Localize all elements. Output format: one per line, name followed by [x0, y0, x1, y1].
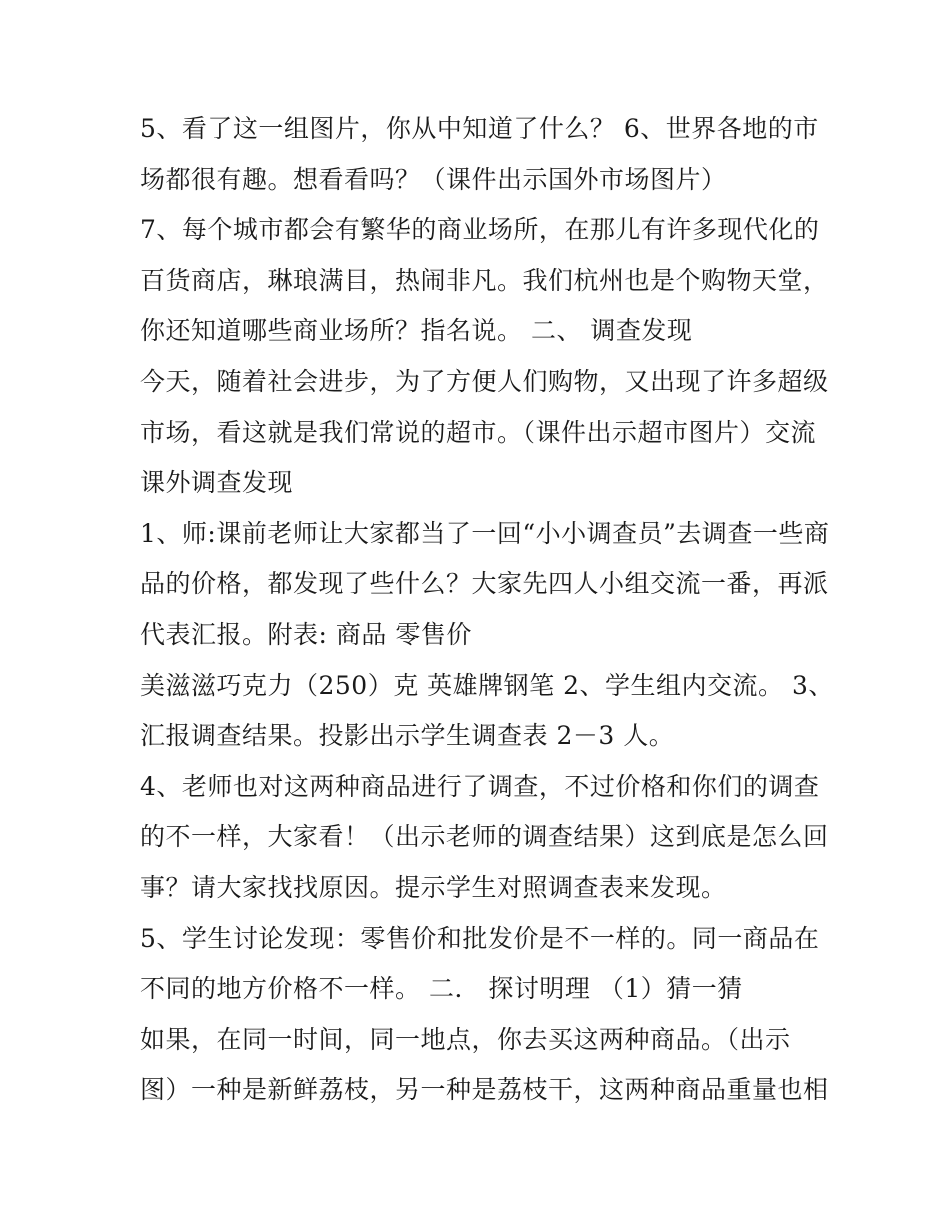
text-line: 4、老师也对这两种商品进行了调查，不过价格和你们的调查 — [140, 772, 820, 801]
text-line: 7、每个城市都会有繁华的商业场所，在那儿有许多现代化的 — [140, 215, 820, 244]
text-line: 不同的地方价格不一样。 二． 探讨明理 （1）猜一猜 — [140, 974, 743, 1003]
text-line: 你还知道哪些商业场所？指名说。 二、 调查发现 — [140, 316, 693, 345]
text-line: 1、师:课前老师让大家都当了一回“小小调查员”去调查一些商 — [140, 519, 830, 548]
text-line: 场都很有趣。想看看吗？（课件出示国外市场图片） — [140, 165, 727, 194]
text-line: 如果，在同一时间，同一地点，你去买这两种商品。（出示 — [140, 1025, 791, 1054]
text-line: 事？请大家找找原因。提示学生对照调查表来发现。 — [140, 873, 727, 902]
text-line: 市场，看这就是我们常说的超市。（课件出示超市图片）交流 — [140, 418, 817, 447]
text-line: 百货商店，琳琅满目，热闹非凡。我们杭州也是个购物天堂， — [140, 266, 829, 295]
text-line: 5、看了这一组图片，你从中知道了什么？ 6、世界各地的市 — [140, 114, 819, 143]
text-line: 课外调查发现 — [140, 468, 294, 497]
text-line: 汇报调查结果。投影出示学生调查表 2－3 人。 — [140, 721, 675, 750]
text-line: 的不一样，大家看！（出示老师的调查结果）这到底是怎么回 — [140, 822, 829, 851]
text-line: 品的价格，都发现了些什么？大家先四人小组交流一番，再派 — [140, 569, 829, 598]
text-line: 5、学生讨论发现：零售价和批发价是不一样的。同一商品在 — [140, 924, 820, 953]
text-line: 今天，随着社会进步，为了方便人们购物，又出现了许多超级 — [140, 367, 829, 396]
text-line: 美滋滋巧克力（250）克 英雄牌钢笔 2、学生组内交流。 3、 — [140, 671, 834, 700]
text-line: 图）一种是新鲜荔枝，另一种是荔枝干，这两种商品重量也相 — [140, 1075, 829, 1104]
text-line: 代表汇报。附表: 商品 零售价 — [140, 620, 472, 649]
